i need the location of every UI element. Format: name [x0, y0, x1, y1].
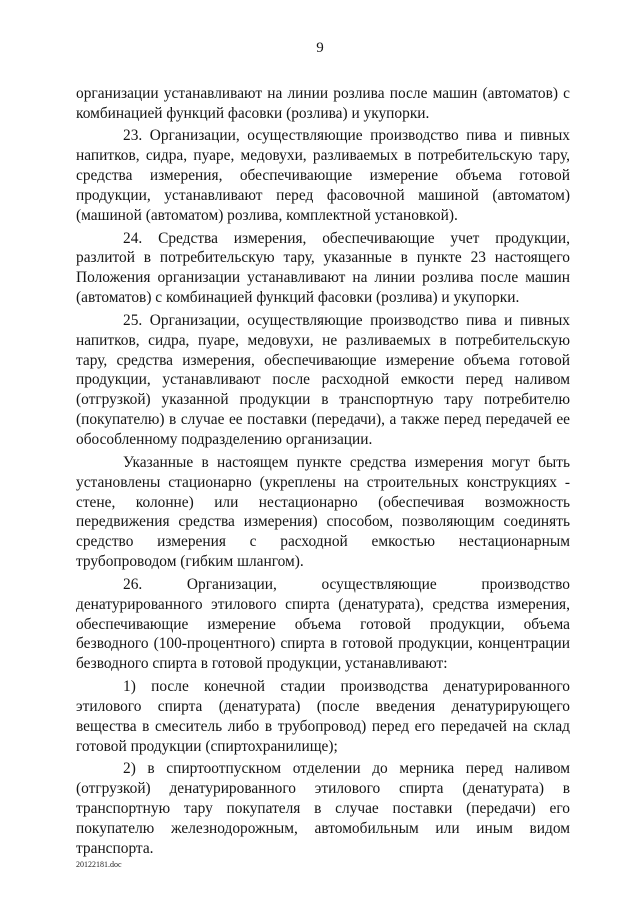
paragraph-item-26-sub-2: 2) в спиртоотпускном отделении до мерника перед наливом (отгрузкой) денатурированного этилового спирта (денатурата) в транспортную тару покупателя в случае поставки (передачи) его покупателю железнодорожным, автомобильным или иным видом транспорта. [76, 760, 570, 857]
file-name-footer: 20122181.doc [76, 860, 122, 869]
document-body [76, 84, 570, 861]
paragraph-item-26-sub-1: 1) после конечной стадии производства денатурированного этилового спирта (денатурата) (после введения денатурирующего вещества в смеситель либо в трубопровод) перед его передачей на склад готовой продукции (спиртохранилище); [76, 677, 570, 755]
paragraph-continuation: организации устанавливают на линии розлива после машин (автоматов) с комбинацией функций фасовки (розлива) и укупорки. [76, 85, 570, 122]
paragraph-item-25: 25. Организации, осуществляющие производство пива и пивных напитков, сидра, пуаре, медовухи, не разливаемых в потребительскую тару, средства измерения, обеспечивающие измерение объема готовой продукции, устанавливают после расходной емкости перед наливом (отгрузкой) указанной продукции в транспортную тару потребителю (покупателю) в случае ее поставки (передачи), а также перед передачей ее обособленному подразделению организации. [76, 311, 570, 449]
paragraph-item-25-note: Указанные в настоящем пункте средства измерения могут быть установлены стационарно (укреплены на строительных конструкциях - стене, колонне) или нестационарно (обеспечивая возможность передвижения средства измерения) способом, позволяющим соединять средство измерения с расходной емкостью нестационарным трубопроводом (гибким шлангом). [76, 453, 570, 571]
paragraph-item-23: 23. Организации, осуществляющие производство пива и пивных напитков, сидра, пуаре, медовухи, разливаемых в потребительскую тару, средства измерения, обеспечивающие измерение объема готовой продукции, устанавливают перед фасовочной машиной (автоматом) (машиной (автоматом) розлива, комплектной установкой). [76, 127, 570, 225]
page-number: 9 [316, 40, 324, 56]
paragraph-item-24: 24. Средства измерения, обеспечивающие учет продукции, разлитой в потребительскую тару, указанные в пункте 23 настоящего Положения организации устанавливают на линии розлива после машин (автоматов) с комбинацией функций фасовки (розлива) и укупорки. [76, 229, 570, 307]
paragraph-item-26: 26. Организации, осуществляющие производство денатурированного этилового спирта (денатурата), средства измерения, обеспечивающие измерение объема готовой продукции, объема безводного (100-процентного) спирта в готовой продукции, концентрации безводного спирта в готовой продукции, устанавливают: [76, 575, 570, 673]
